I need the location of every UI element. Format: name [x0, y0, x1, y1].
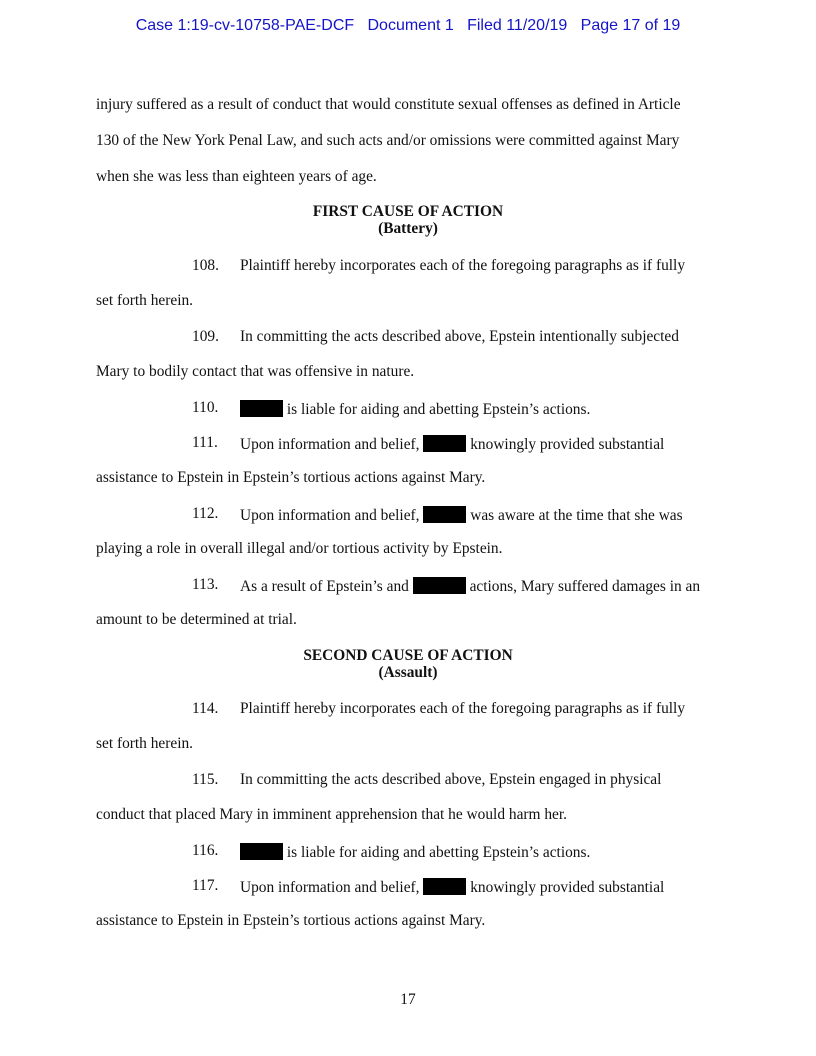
paragraph-108-line-1: Plaintiff hereby incorporates each of the foregoing paragraphs as if fully — [240, 257, 686, 274]
redaction-block — [240, 843, 283, 860]
paragraph-number-115: 115. — [192, 771, 219, 788]
redaction-block — [413, 577, 466, 594]
paragraph-112-line-2: playing a role in overall illegal and/or tortious activity by Epstein. — [96, 540, 503, 557]
paragraph-112-text-before: Upon information and belief, — [240, 507, 420, 524]
paragraph-number-112: 112. — [192, 505, 219, 522]
paragraph-114-line-1: Plaintiff hereby incorporates each of the foregoing paragraphs as if fully — [240, 700, 686, 717]
first-cause-title: FIRST CAUSE OF ACTION — [312, 203, 504, 220]
paragraph-112-text-after: was aware at the time that she was — [470, 507, 683, 524]
paragraph-number-108: 108. — [192, 257, 219, 274]
page-count: Page 17 of 19 — [580, 17, 681, 34]
paragraph-117-line-2: assistance to Epstein in Epstein’s tortious actions against Mary. — [96, 912, 486, 929]
case-header — [0, 17, 816, 35]
redaction-block — [423, 878, 466, 895]
page-number: 17 — [400, 991, 416, 1008]
paragraph-111-line-2: assistance to Epstein in Epstein’s tortious actions against Mary. — [96, 469, 486, 486]
paragraph-114-line-2: set forth herein. — [96, 735, 194, 752]
document-number: Document 1 — [367, 17, 454, 34]
paragraph-117-line-1 — [240, 878, 664, 895]
paragraph-113-text-before: As a result of Epstein’s and — [240, 578, 409, 595]
redaction-block — [240, 400, 283, 417]
paragraph-115-line-2: conduct that placed Mary in imminent apprehension that he would harm her. — [96, 806, 567, 823]
paragraph-116-line-1 — [240, 843, 590, 860]
case-number: Case 1:19-cv-10758-PAE-DCF — [135, 17, 355, 34]
paragraph-113-text-after: actions, Mary suffered damages in an — [469, 578, 701, 595]
redaction-block — [423, 506, 466, 523]
paragraph-111-text-after: knowingly provided substantial — [470, 436, 665, 453]
filed-date: Filed 11/20/19 — [467, 17, 568, 34]
first-cause-subtitle: (Battery) — [378, 220, 438, 237]
intro-line-1: injury suffered as a result of conduct that would constitute sexual offenses as defined in Article — [96, 96, 681, 113]
paragraph-113-line-1 — [240, 577, 700, 594]
paragraph-111-line-1 — [240, 435, 664, 452]
paragraph-109-line-1: In committing the acts described above, Epstein intentionally subjected — [240, 328, 679, 345]
redaction-block — [423, 435, 466, 452]
paragraph-108-line-2: set forth herein. — [96, 292, 194, 309]
paragraph-113-line-2: amount to be determined at trial. — [96, 611, 297, 628]
second-cause-title: SECOND CAUSE OF ACTION — [303, 647, 513, 664]
paragraph-110-text: is liable for aiding and abetting Epstein’s actions. — [286, 401, 591, 418]
intro-line-3: when she was less than eighteen years of age. — [96, 168, 377, 185]
paragraph-116-text: is liable for aiding and abetting Epstein’s actions. — [286, 844, 591, 861]
paragraph-112-line-1 — [240, 506, 683, 523]
paragraph-number-110: 110. — [192, 399, 219, 416]
paragraph-115-line-1: In committing the acts described above, Epstein engaged in physical — [240, 771, 662, 788]
paragraph-number-116: 116. — [192, 842, 219, 859]
paragraph-number-114: 114. — [192, 700, 219, 717]
intro-line-2: 130 of the New York Penal Law, and such acts and/or omissions were committed against Mary — [96, 132, 680, 149]
paragraph-number-113: 113. — [192, 576, 219, 593]
paragraph-number-117: 117. — [192, 877, 219, 894]
paragraph-117-text-after: knowingly provided substantial — [470, 879, 665, 896]
paragraph-111-text-before: Upon information and belief, — [240, 436, 420, 453]
second-cause-subtitle: (Assault) — [378, 664, 438, 681]
paragraph-117-text-before: Upon information and belief, — [240, 879, 420, 896]
paragraph-110-line-1 — [240, 400, 590, 417]
paragraph-109-line-2: Mary to bodily contact that was offensive in nature. — [96, 363, 415, 380]
paragraph-number-111: 111. — [192, 434, 218, 451]
paragraph-number-109: 109. — [192, 328, 219, 345]
